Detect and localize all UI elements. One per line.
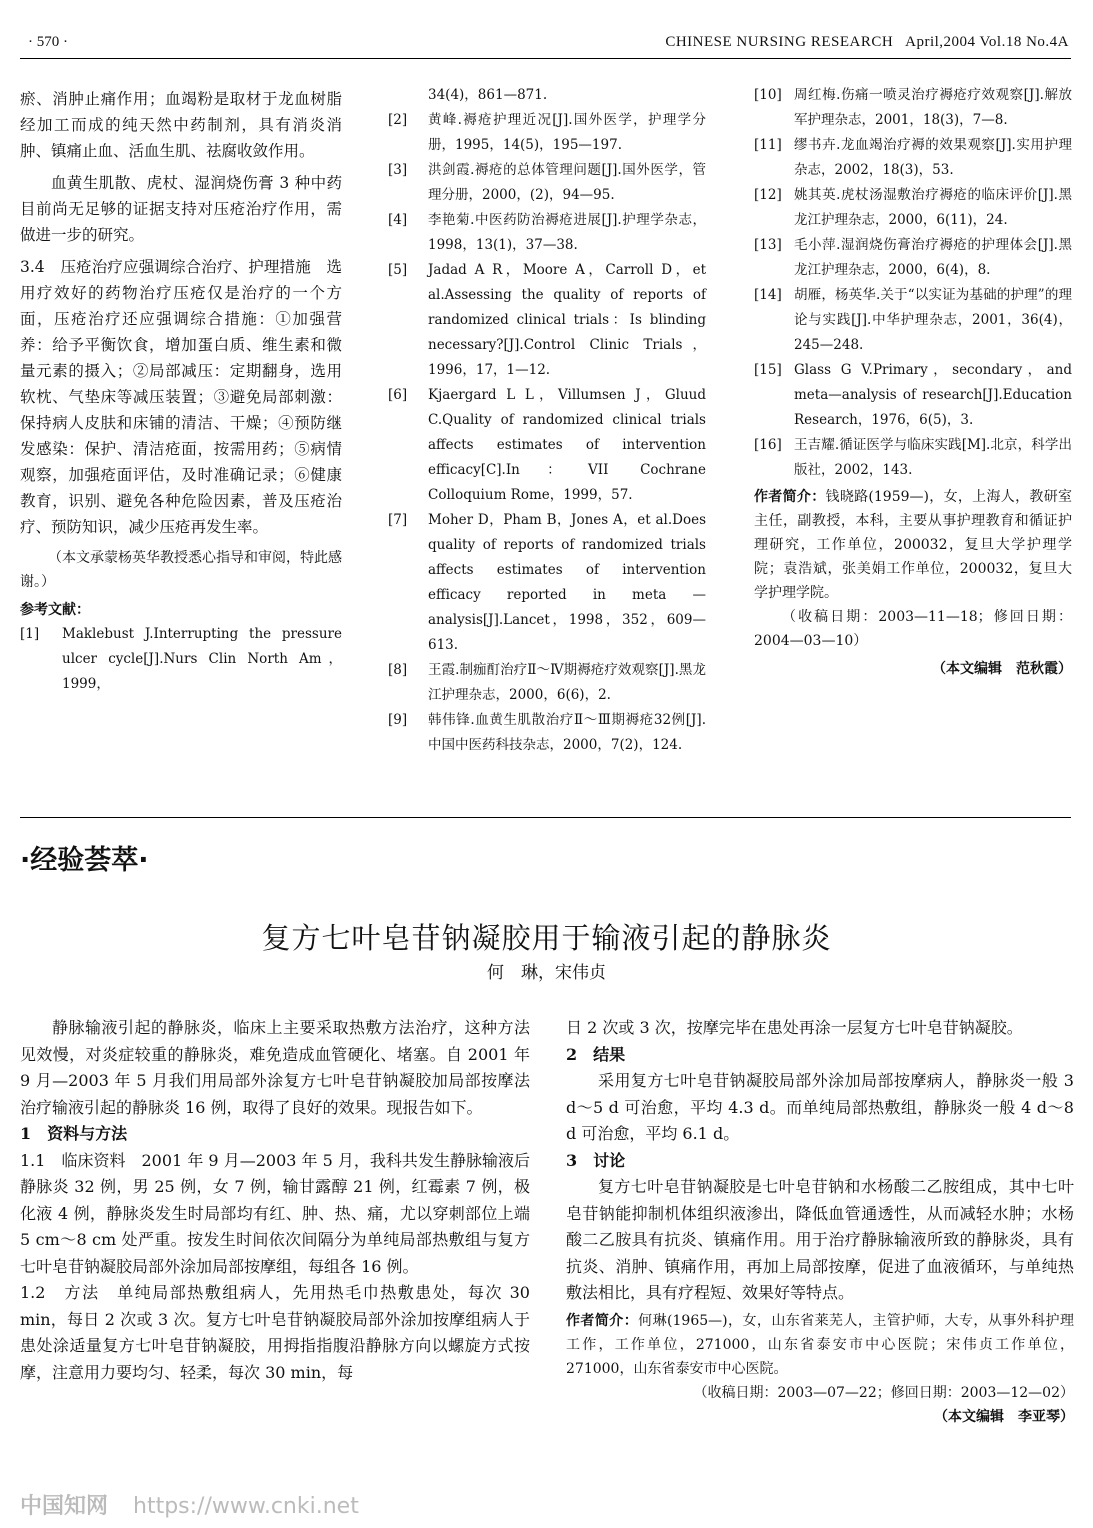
reference-text: 34(4)，861—871. <box>428 87 548 103</box>
reference-number: [4] <box>388 212 408 228</box>
journal-name: CHINESE NURSING RESEARCH <box>665 34 894 50</box>
reference-text: Maklebust J.Interrupting the pressure ulcer cycle[J].Nurs Clin North Am，1999， <box>62 626 342 692</box>
upper-column-1 <box>20 86 342 697</box>
author-bio <box>566 1309 1074 1381</box>
editor-note: （本文编辑 范秋霞） <box>932 661 1072 677</box>
author-bio <box>754 485 1072 605</box>
reference-text: 韩伟锋.血黄生肌散治疗Ⅱ～Ⅲ期褥疮32例[J].中国中医药科技杂志，2000，7(2)，124. <box>428 712 706 753</box>
reference-number: [5] <box>388 262 408 278</box>
reference-text: 洪剑霞.褥疮的总体管理问题[J].国外医学，管理分册，2000，(2)，94—95. <box>428 162 706 203</box>
section-heading: 2 结果 <box>566 1044 626 1064</box>
reference-number: [14] <box>754 287 782 303</box>
reference-list <box>388 108 706 758</box>
paragraph: 1.1 临床资料 2001 年 9 月—2003 年 5 月，我科共发生静脉输液后静脉炎 32 例，男 25 例，女 7 例，输甘露醇 21 例，红霉素 7 例，极化液 4 例，静脉炎发生时局部均有红、肿、热、痛，尤以穿刺部位上端 5 cm～8 cm 处严重。按发生时间依次间隔分为单纯局部热敷组与复方七叶皂苷钠凝胶局部外涂加局部按摩组，每组各 16 例。 <box>20 1150 530 1276</box>
reference-item <box>388 108 706 158</box>
article-title: 复方七叶皂苷钠凝胶用于输液引起的静脉炎 <box>261 921 832 955</box>
reference-text: 李艳菊.中医药防治褥疮进展[J].护理学杂志，1998，13(1)，37—38. <box>428 212 706 253</box>
reference-item <box>754 233 1072 283</box>
paragraph: 3.4 压疮治疗应强调综合治疗、护理措施 选用疗效好的药物治疗压疮仅是治疗的一个方面，压疮治疗还应强调综合措施：①加强营养：给予平衡饮食，增加蛋白质、维生素和微量元素的摄入；②局部减压：定期翻身，选用软枕、气垫床等减压装置；③避免局部刺激：保持病人皮肤和床铺的清洁、干燥；④预防继发感染：保护、清洁疮面，按需用药；⑤病情观察，加强疮面评估，及时准确记录；⑥健康教育，识别、避免各种危险因素，普及压疮治疗、预防知识，减少压疮再发生率。 <box>20 258 342 536</box>
issue-info: April,2004 Vol.18 No.4A <box>905 34 1069 50</box>
paragraph: 瘀、消肿止痛作用；血竭粉是取材于龙血树脂经加工而成的纯天然中药制剂，具有消炎消肿、镇痛止血、活血生肌、祛腐收敛作用。 <box>20 90 342 160</box>
reference-item <box>388 508 706 658</box>
reference-text: 王霞.制痂酊治疗Ⅱ～Ⅳ期褥疮疗效观察[J].黑龙江护理杂志，2000，6(6)，2. <box>428 662 706 703</box>
reference-text: 周红梅.伤痛一喷灵治疗褥疮疗效观察[J].解放军护理杂志，2001，18(3)，7—8. <box>794 87 1072 128</box>
reference-text: 毛小萍.湿润烧伤膏治疗褥疮的护理体会[J].黑龙江护理杂志，2000，6(4)，8. <box>794 237 1072 278</box>
reference-item <box>388 708 706 758</box>
reference-number: [7] <box>388 512 408 528</box>
running-header <box>665 34 1069 51</box>
reference-text: Glass G V.Primary，secondary，and meta—analysis of research[J].Education Research，1976，6(5)，3. <box>794 362 1072 428</box>
received-dates: （收稿日期：2003—11—18；修回日期：2004—03—10） <box>754 609 1072 649</box>
bio-text: 钱晓路(1959—)，女，上海人，教研室主任，副教授，本科，主要从事护理教育和循证护理研究，工作单位，200032，复旦大学护理学院；袁浩斌，张美娟工作单位，200032，复旦大学护理学院。 <box>754 489 1072 601</box>
reference-item <box>754 133 1072 183</box>
section-heading: 3 讨论 <box>566 1150 626 1170</box>
upper-column-3 <box>754 83 1072 681</box>
reference-item <box>754 433 1072 483</box>
reference-number: [1] <box>20 626 40 642</box>
upper-column-2 <box>388 83 706 758</box>
paragraph: 复方七叶皂苷钠凝胶是七叶皂苷钠和水杨酸二乙胺组成，其中七叶皂苷钠能抑制机体组织液渗出，降低血管通透性，从而减轻水肿；水杨酸二乙胺具有抗炎、镇痛作用。用于治疗静脉输液所致的静脉炎，具有抗炎、消肿、镇痛作用，再加上局部按摩，促进了血液循环，与单纯热敷法相比，具有疗程短、效果好等特点。 <box>566 1177 1074 1302</box>
received-dates: （收稿日期：2003—07—22；修回日期：2003—12—02） <box>693 1384 1074 1401</box>
article-authors: 何 琳，宋伟贞 <box>487 963 606 983</box>
article-column-right <box>566 1015 1074 1429</box>
reference-number: [2] <box>388 112 408 128</box>
reference-item <box>388 383 706 508</box>
reference-number: [10] <box>754 87 782 103</box>
reference-continuation <box>388 83 706 108</box>
reference-item <box>754 283 1072 358</box>
reference-number: [9] <box>388 712 408 728</box>
bio-label: 作者简介： <box>754 489 826 505</box>
reference-number: [8] <box>388 662 408 678</box>
reference-number: [12] <box>754 187 782 203</box>
reference-text: 胡雁，杨英华.关于“以实证为基础的护理”的理论与实践[J].中华护理杂志，2001，36(4)，245—248. <box>794 287 1072 353</box>
reference-number: [6] <box>388 387 408 403</box>
section-heading: 1 资料与方法 <box>20 1124 128 1143</box>
reference-item <box>754 83 1072 133</box>
reference-item <box>754 183 1072 233</box>
intro-paragraph: 静脉输液引起的静脉炎，临床上主要采取热敷方法治疗，这种方法见效慢，对炎症较重的静脉炎，难免造成血管硬化、堵塞。自 2001 年 9 月—2003 年 5 月我们用局部外涂复方七叶皂苷钠凝胶加局部按摩法治疗输液引起的静脉炎 16 例，取得了良好的效果。现报告如下。 <box>20 1018 530 1117</box>
references-heading: 参考文献： <box>20 602 90 618</box>
reference-text: 缪书卉.龙血竭治疗褥的效果观察[J].实用护理杂志，2002，18(3)，53. <box>794 137 1072 178</box>
reference-text: 黄峰.褥疮护理近况[J].国外医学，护理学分册，1995，14(5)，195—197. <box>428 112 706 153</box>
bio-label: 作者简介： <box>566 1312 639 1329</box>
reference-item <box>20 622 342 697</box>
reference-number: [15] <box>754 362 782 378</box>
reference-number: [3] <box>388 162 408 178</box>
acknowledgement: （本文承蒙杨英华教授悉心指导和审阅，特此感谢。） <box>20 550 342 590</box>
reference-number: [13] <box>754 237 782 253</box>
header-rule <box>20 58 1071 59</box>
reference-item <box>388 208 706 258</box>
bio-text: 何琳(1965—)，女，山东省莱芜人，主管护师，大专，从事外科护理工作，工作单位，271000，山东省泰安市中心医院；宋伟贞工作单位，271000，山东省泰安市中心医院。 <box>566 1312 1074 1377</box>
reference-text: Kjaergard L L，Villumsen J，Gluud C.Quality of randomized clinical trials affects estimates of intervention efficacy[C].In：VII Cochrane Colloquium Rome，1999，57. <box>428 387 706 503</box>
reference-item <box>754 358 1072 433</box>
paragraph: 采用复方七叶皂苷钠凝胶局部外涂加局部按摩病人，静脉炎一般 3 d～5 d 可治愈，平均 4.3 d。而单纯局部热敷组，静脉炎一般 4 d～8 d 可治愈，平均 6.1 d。 <box>566 1071 1074 1143</box>
paragraph: 1.2 方法 单纯局部热敷组病人，先用热毛巾热敷患处，每次 30 min，每日 2 次或 3 次。复方七叶皂苷钠凝胶局部外涂加按摩组病人于患处涂适量复方七叶皂苷钠凝胶，用拇指指腹沿静脉方向以螺旋方式按摩，注意用力要均匀、轻柔，每次 30 min，每 <box>20 1283 530 1382</box>
cnki-logo: 中国知网 <box>20 1494 109 1519</box>
section-divider <box>20 817 1071 818</box>
reference-item <box>388 258 706 383</box>
reference-text: 王吉耀.循证医学与临床实践[M].北京，科学出版社，2002，143. <box>794 437 1072 478</box>
watermark <box>20 1489 359 1520</box>
paragraph: 血黄生肌散、虎杖、湿润烧伤膏 3 种中药目前尚无足够的证据支持对压疮治疗作用，需做进一步的研究。 <box>20 174 342 244</box>
reference-list <box>754 83 1072 483</box>
reference-text: Moher D，Pham B，Jones A，et al.Does quality of reports of randomized trials affects estimates of intervention efficacy reported in meta — analysis[J].Lancet，1998，352，609—613. <box>428 512 706 653</box>
watermark-url: https://www.cnki.net <box>133 1494 359 1519</box>
reference-text: Jadad A R，Moore A，Carroll D，et al.Assessing the quality of reports of randomized clinical trials：Is blinding necessary?[J].Control Clinic Trials，1996，17，1—12. <box>428 262 706 378</box>
reference-number: [16] <box>754 437 782 453</box>
page-number: · 570 · <box>28 34 68 50</box>
reference-text: 姚其英.虎杖汤湿敷治疗褥疮的临床评价[J].黑龙江护理杂志，2000，6(11)，24. <box>794 187 1072 228</box>
editor-note: （本文编辑 李亚琴） <box>934 1408 1074 1425</box>
article-column-left <box>20 1015 530 1386</box>
reference-item <box>388 158 706 208</box>
reference-item <box>388 658 706 708</box>
column-label: ·经验荟萃· <box>20 845 149 876</box>
paragraph: 日 2 次或 3 次，按摩完毕在患处再涂一层复方七叶皂苷钠凝胶。 <box>566 1018 1023 1037</box>
reference-number: [11] <box>754 137 782 153</box>
